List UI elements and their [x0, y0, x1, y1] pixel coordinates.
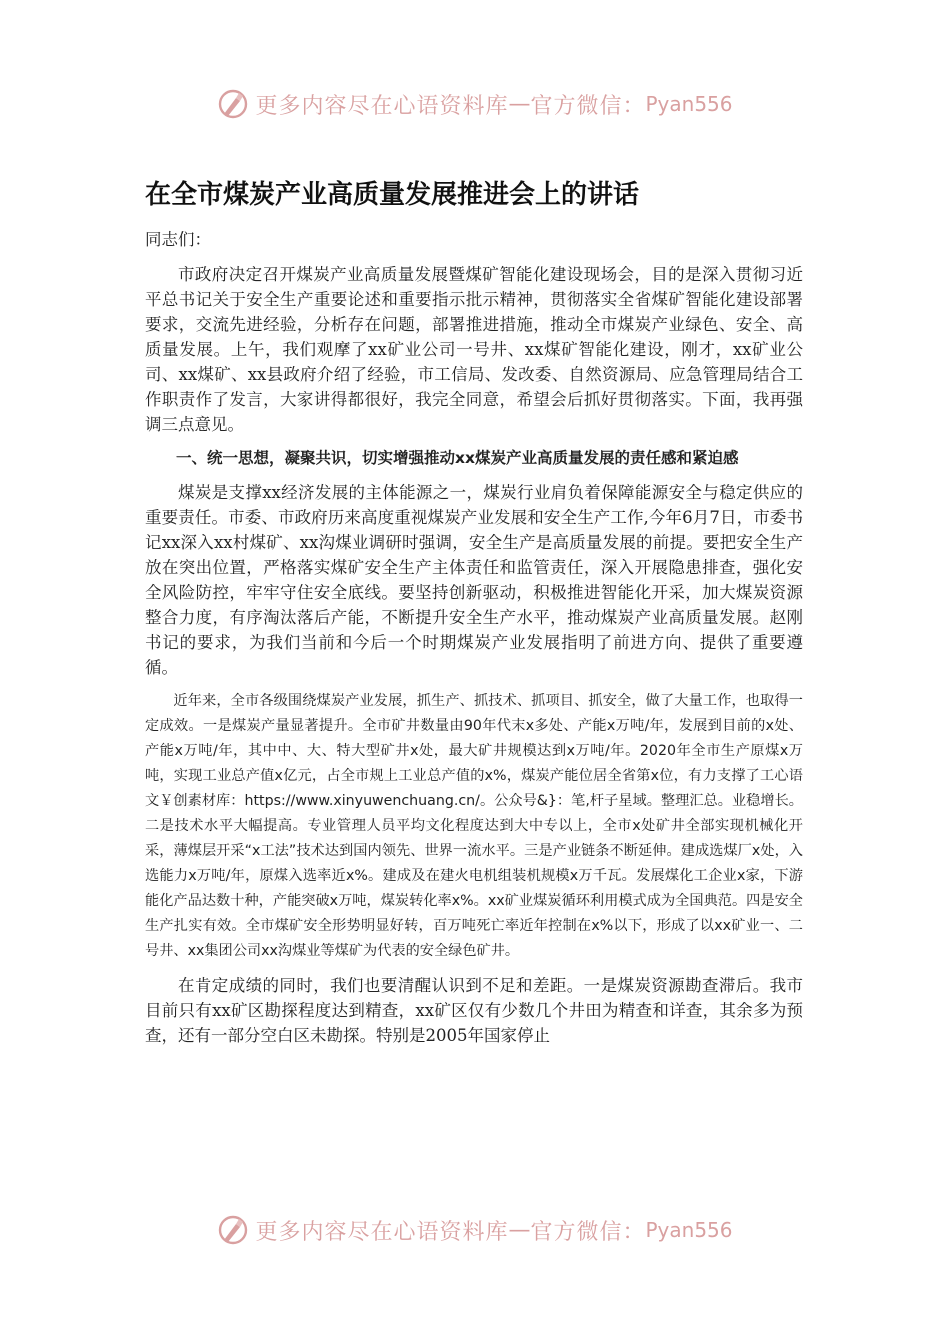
watermark-banner-top [0, 84, 950, 124]
document-body [145, 175, 803, 1057]
banner-suffix: 官方微信： [530, 93, 646, 119]
banner-wechat-id: Pyan556 [645, 1218, 733, 1242]
banner-separator: — [508, 1217, 531, 1243]
banner-suffix: 官方微信： [530, 1219, 646, 1245]
paragraph-importance: 煤炭是支撑xx经济发展的主体能源之一，煤炭行业肩负着保障能源安全与稳定供应的重要责任。市委、市政府历来高度重视煤炭产业发展和安全生产工作,今年6月7日，市委书记xx深入xx村煤矿、xx沟煤业调研时强调，安全生产是高质量发展的前提。要把安全生产放在突出位置，严格落实煤矿安全生产主体责任和监管责任，深入开展隐患排查，强化安全风险防控，牢牢守住安全底线。要坚持创新驱动，积极推进智能化开采，加大煤炭资源整合力度，有序淘汰落后产能，不断提升安全生产水平，推动煤炭产业高质量发展。赵刚书记的要求，为我们当前和今后一个时期煤炭产业发展指明了前进方向、提供了重要遵循。 [145, 483, 803, 677]
document-title: 在全市煤炭产业高质量发展推进会上的讲话 [145, 180, 640, 210]
greeting: 同志们： [145, 230, 211, 249]
pen-nib-logo-icon [217, 88, 249, 120]
section-heading-1: 一、统一思想，凝聚共识，切实增强推动xx煤炭产业高质量发展的责任感和紧迫感 [176, 449, 739, 467]
banner-text: 更多内容尽在心语资料库 [255, 93, 509, 119]
paragraph-shortcomings: 在肯定成绩的同时，我们也要清醒认识到不足和差距。一是煤炭资源勘查滞后。我市目前只有xx矿区勘探程度达到精查，xx矿区仅有少数几个井田为精查和详查，其余多为预查，还有一部分空白区未勘探。特别是2005年国家停止 [145, 976, 803, 1045]
banner-text: 更多内容尽在心语资料库 [255, 1219, 509, 1245]
pen-nib-logo-icon [217, 1214, 249, 1246]
banner-separator: — [508, 91, 531, 117]
paragraph-intro: 市政府决定召开煤炭产业高质量发展暨煤矿智能化建设现场会，目的是深入贯彻习近平总书记关于安全生产重要论述和重要指示批示精神，贯彻落实全省煤矿智能化建设部署要求，交流先进经验，分析存在问题，部署推进措施，推动全市煤炭产业绿色、安全、高质量发展。上午，我们观摩了xx矿业公司一号井、xx煤矿智能化建设，刚才，xx矿业公司、xx煤矿、xx县政府介绍了经验，市工信局、发改委、自然资源局、应急管理局结合工作职责作了发言，大家讲得都很好，我完全同意，希望会后抓好贯彻落实。下面，我再强调三点意见。 [145, 265, 803, 434]
paragraph-achievements: 近年来，全市各级围绕煤炭产业发展，抓生产、抓技术、抓项目、抓安全，做了大量工作，也取得一定成效。一是煤炭产量显著提升。全市矿井数量由90年代末x多处、产能x万吨/年，发展到目前的x处、产能x万吨/年，其中中、大、特大型矿井x处，最大矿井规模达到x万吨/年。2020年全市生产原煤x万吨，实现工业总产值x亿元，占全市规上工业总产值的x%，煤炭产能位居全省第x位，有力支撑了工心语文￥创素材库：https://www.xinyuwenchuang.cn/。公众号&}：笔,杆子星域。整理汇总。业稳增长。二是技术水平大幅提高。专业管理人员平均文化程度达到大中专以上，全市x处矿井全部实现机械化开采，薄煤层开采“x工法”技术达到国内领先、世界一流水平。三是产业链条不断延伸。建成选煤厂x处，入选能力x万吨/年，原煤入选率近x%。建成及在建火电机组装机规模x万千瓦。发展煤化工企业x家，下游能化产品达数十种，产能突破x万吨，煤炭转化率x%。xx矿业煤炭循环利用模式成为全国典范。四是安全生产扎实有效。全市煤矿安全形势明显好转，百万吨死亡率近年控制在x%以下，形成了以xx矿业一、二号井、xx集团公司xx沟煤业等煤矿为代表的安全绿色矿井。 [145, 693, 803, 959]
watermark-banner-bottom [0, 1210, 950, 1250]
banner-wechat-id: Pyan556 [645, 92, 733, 116]
